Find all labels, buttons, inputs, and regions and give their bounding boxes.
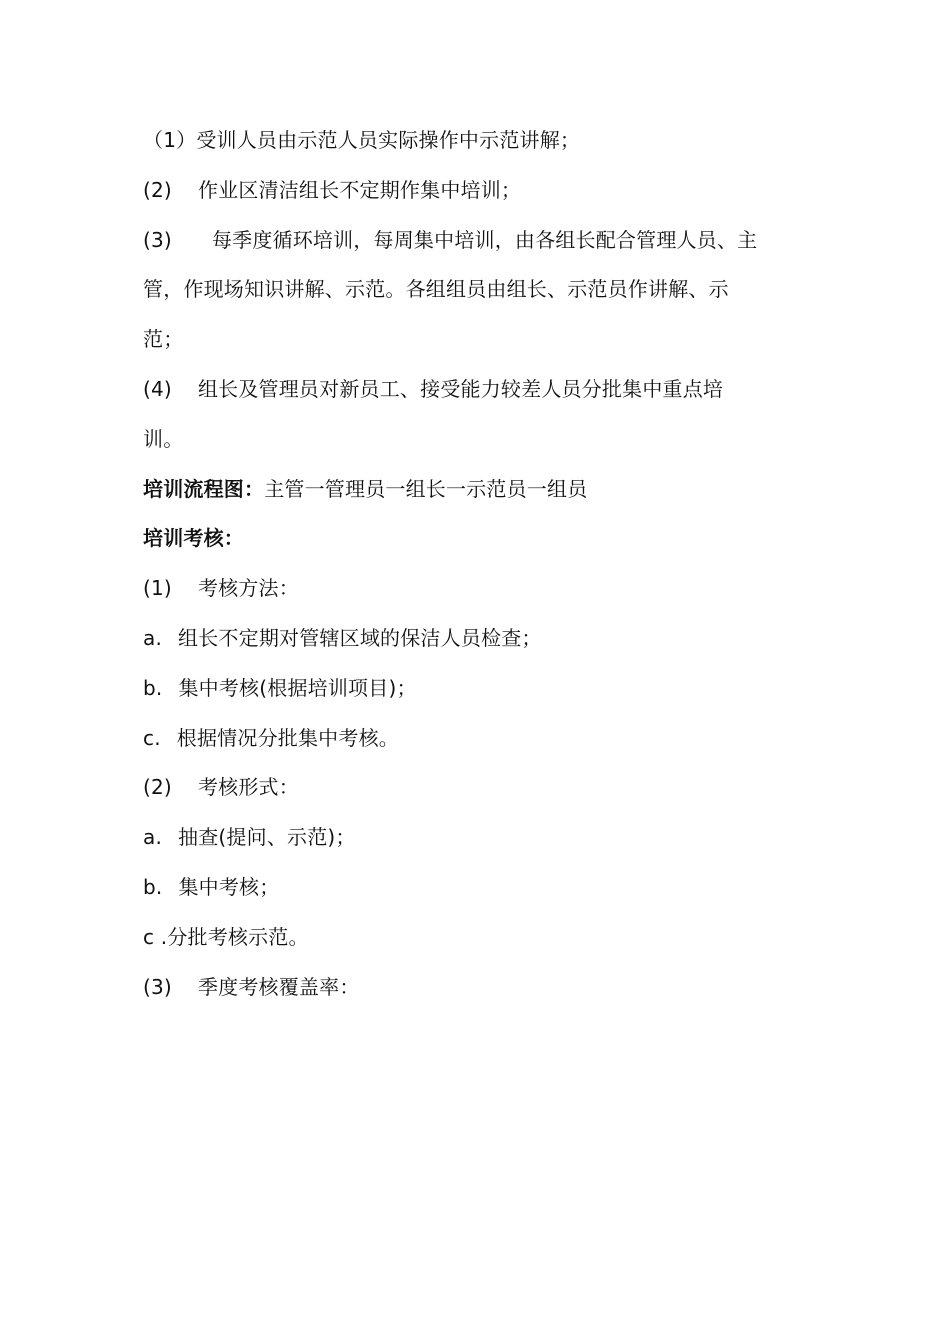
line-text: 训。 — [143, 426, 184, 451]
line-text: 主管一管理员一组长一示范员一组员 — [264, 476, 588, 501]
list-marker: b. — [143, 874, 163, 899]
line-text: 考核方法： — [197, 576, 299, 601]
list-marker: c. — [143, 725, 161, 750]
section-heading-line — [143, 514, 823, 564]
paragraph-line — [143, 763, 823, 813]
paragraph-line — [143, 863, 823, 913]
line-text: 集中考核； — [178, 874, 280, 899]
line-text: 组长不定期对管辖区域的保洁人员检查； — [178, 625, 542, 650]
line-text: 抽查(提问、示范)； — [178, 825, 356, 850]
section-heading: 培训考核： — [143, 526, 244, 551]
line-text: 受训人员由示范人员实际操作中示范讲解； — [196, 128, 581, 152]
paragraph-line — [143, 913, 823, 963]
line-text: 组长及管理员对新员工、接受能力较差人员分批集中重点培 — [197, 376, 724, 401]
paragraph-line — [143, 116, 823, 166]
list-marker: (3) — [143, 227, 172, 252]
paragraph-line — [143, 166, 823, 216]
list-marker: (3) — [143, 974, 172, 999]
paragraph-line — [143, 813, 823, 863]
list-marker: (1) — [143, 576, 172, 601]
section-heading: 培训流程图： — [143, 476, 265, 501]
list-marker: (2) — [143, 775, 172, 800]
line-text: 集中考核(根据培训项目)； — [178, 675, 417, 700]
line-text: 每季度循环培训，每周集中培训，由各组长配合管理人员、主 — [211, 227, 758, 252]
list-marker: b. — [143, 675, 163, 700]
paragraph-line — [143, 415, 823, 465]
paragraph-line — [143, 664, 823, 714]
line-text: 考核形式： — [197, 775, 299, 800]
paragraph-line — [143, 963, 823, 1013]
list-marker: a. — [143, 625, 163, 650]
document-body — [143, 116, 823, 1012]
paragraph-line — [143, 614, 823, 664]
line-text: 根据情况分批集中考核。 — [176, 725, 399, 750]
paragraph-line — [143, 365, 823, 415]
list-marker: （1） — [143, 128, 197, 152]
list-marker: (2) — [143, 177, 172, 202]
line-text: 范； — [143, 327, 184, 352]
flowchart-line — [143, 465, 823, 515]
paragraph-line — [143, 714, 823, 764]
list-marker: a. — [143, 825, 163, 850]
line-text: 作业区清洁组长不定期作集中培训； — [197, 177, 522, 202]
paragraph-line — [143, 216, 823, 266]
line-text: 管，作现场知识讲解、示范。各组组员由组长、示范员作讲解、示 — [143, 277, 729, 302]
list-marker: c . — [143, 924, 168, 949]
paragraph-line — [143, 315, 823, 365]
line-text: 季度考核覆盖率： — [197, 974, 360, 999]
list-marker: (4) — [143, 376, 172, 401]
line-text: 分批考核示范。 — [167, 924, 309, 949]
paragraph-line — [143, 564, 823, 614]
paragraph-line — [143, 265, 823, 315]
